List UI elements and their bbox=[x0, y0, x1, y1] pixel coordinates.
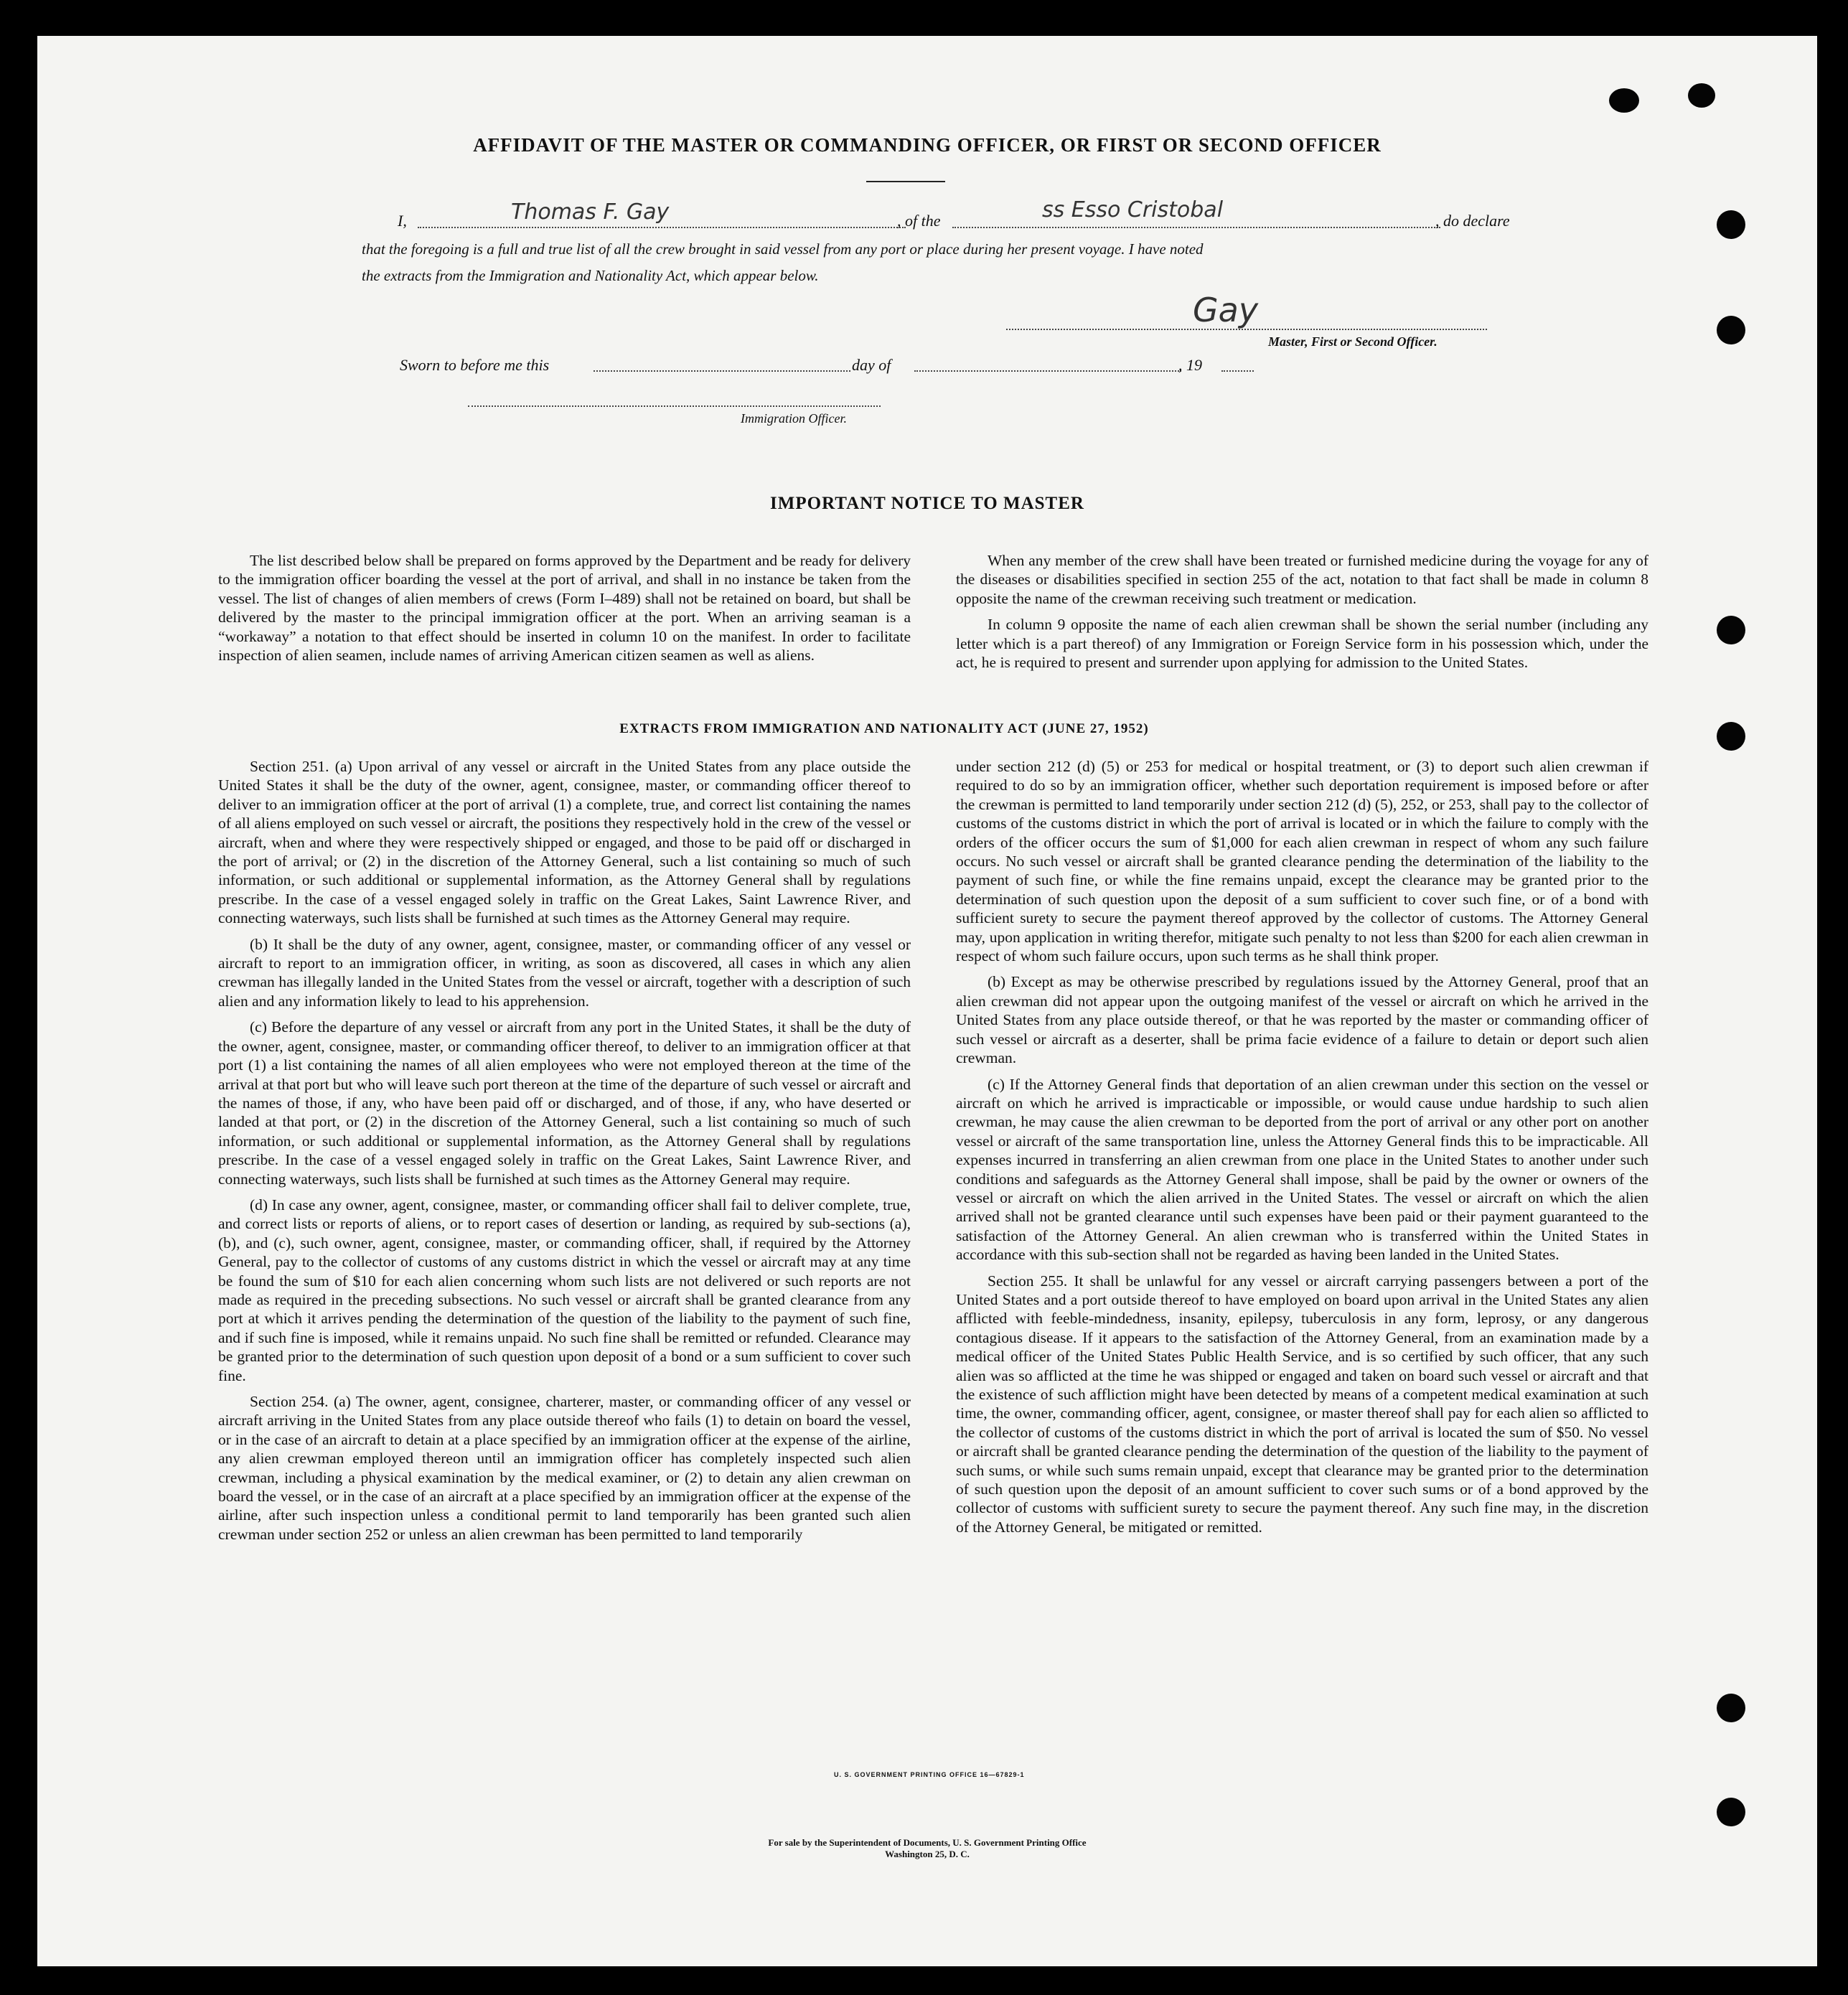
section-251a: Section 251. (a) Upon arrival of any vessel or aircraft in the United States from any place outside the United States it shall be the duty of the owner, agent, consignee, master, or commanding officer thereof to deliver to an immigration officer at the port of arrival (1) a complete, true, and correct list containing the names of all aliens employed on such vessel or aircraft, the positions they respectively hold in the crew of the vessel or aircraft, when and where they were respectively shipped or engaged, and those to be paid off or discharged in the port of arrival; or (2) in the discretion of the Attorney General, such a list containing so much of such information, or such additional or supplemental information, as the Attorney General shall by regulations prescribe. In the case of a vessel engaged solely in traffic on the Great Lakes, Saint Lawrence River, and connecting waterways, such lists shall be furnished at such times as the Attorney General may require. bbox=[218, 758, 911, 927]
notice-right bbox=[956, 551, 1648, 679]
section-254a-cont: under section 212 (d) (5) or 253 for medical or hospital treatment, or (3) to deport such alien crewman if required to do so by an immigration officer, whether such deportation requirement is imposed before or after the crewman is permitted to land temporarily under section 212 (d) (5), 252, or 253, shall pay to the collector of customs of the customs district in which the port of arrival is located or in which the failure to comply with the orders of the officer occurs the sum of $1,000 for each alien crewman in respect of whom any such failure occurs. No such vessel or aircraft shall be granted clearance pending the determination of the liability to the payment of such fine, or while the fine remains unpaid, except the clearance may be granted prior to the determination of such question upon the deposit of a sum sufficient to cover such fine, or of a bond with sufficient surety to secure the payment thereof approved by the collector of customs. The Attorney General may, upon application in writing therefor, mitigate such penalty to not less than $200 for each alien crewman in respect of whom such failure occurs, upon such terms as he shall think proper. bbox=[956, 758, 1648, 965]
affidavit-body-line2: the extracts from the Immigration and Nationality Act, which appear below. bbox=[362, 267, 819, 284]
footer-sale bbox=[37, 1837, 1817, 1860]
notice-title: IMPORTANT NOTICE TO MASTER bbox=[770, 494, 1084, 513]
signature-handwritten: Gay bbox=[1193, 291, 1259, 329]
gpo-imprint: U. S. GOVERNMENT PRINTING OFFICE 16—67829-1 bbox=[834, 1771, 1025, 1778]
extracts-title: EXTRACTS FROM IMMIGRATION AND NATIONALITY ACT (JUNE 27, 1952) bbox=[619, 721, 1149, 736]
sale-line2: Washington 25, D. C. bbox=[885, 1849, 970, 1859]
punch-hole bbox=[1717, 316, 1745, 344]
signature-caption: Master, First or Second Officer. bbox=[1268, 334, 1437, 349]
punch-hole bbox=[1688, 83, 1715, 108]
section-251c: (c) Before the departure of any vessel or aircraft from any port in the United States, it shall be the duty of the owner, agent, consignee, master, or commanding officer thereof, to deliver to an immigration officer at that port (1) a list containing the names of all alien employees who were not employed thereon at the time of the arrival at that port but who will leave such port thereon at the time of the departure of such vessel or aircraft and the names of those, if any, who have been paid off or discharged, and of those, if any, who have deserted or landed at that port, or (2) in the discretion of the Attorney General, such a list containing so much of such information, or such additional or supplemental information, as the Attorney General shall by regulations prescribe. In the case of a vessel engaged solely in traffic on the Great Lakes, Saint Lawrence River, and connecting waterways, such lists shall be furnished at such times as the Attorney General may require. bbox=[218, 1018, 911, 1188]
punch-hole bbox=[1717, 1694, 1745, 1722]
document-page bbox=[37, 36, 1817, 1966]
punch-hole bbox=[1717, 1798, 1745, 1826]
notice-left-text: The list described below shall be prepared on forms approved by the Department and be ready for delivery to the immigration officer boarding the vessel at the port of arrival, and shall in no instance be taken from the vessel. The list of changes of alien members of crews (Form I–489) shall not be retained on board, but shall be delivered by the master to the principal immigration officer at the port. When an arriving seaman is a “workaway” a notation to that effect should be inserted in column 10 on the manifest. In order to facilitate inspection of alien seamen, include names of arriving American citizen seamen as well as aliens. bbox=[218, 552, 911, 665]
i-label: I, bbox=[398, 212, 407, 230]
punch-hole bbox=[1717, 210, 1745, 239]
year-label: , 19 bbox=[1178, 356, 1202, 374]
sale-line1: For sale by the Superintendent of Documents, U. S. Government Printing Office bbox=[768, 1837, 1087, 1848]
extracts-left-column bbox=[218, 757, 911, 1551]
sworn-label: Sworn to before me this bbox=[400, 356, 550, 374]
notice-right-p2: In column 9 opposite the name of each alien crewman shall be shown the serial number (including any letter which is a part thereof) of any Immigration or Foreign Service form in his possession which, under the act, he is required to present and surrender upon applying for admission to the United States. bbox=[956, 616, 1648, 672]
day-of-label: day of bbox=[852, 356, 891, 374]
name-handwritten: Thomas F. Gay bbox=[511, 200, 670, 225]
notice-right-p1: When any member of the crew shall have been treated or furnished medicine during the voyage for any of the diseases or disabilities specified in section 255 of the act, notation to that fact shall be made in column 8 opposite the name of the crewman receiving such treatment or medication. bbox=[956, 552, 1648, 607]
affidavit-body-line1: that the foregoing is a full and true list of all the crew brought in said vessel from any port or place during her present voyage. I have noted bbox=[362, 240, 1204, 258]
affidavit-title: AFFIDAVIT OF THE MASTER OR COMMANDING OFFICER, OR FIRST OR SECOND OFFICER bbox=[473, 134, 1382, 156]
section-251b: (b) It shall be the duty of any owner, agent, consignee, master, or commanding officer of any vessel or aircraft to report to an immigration officer, in writing, as soon as discovered, all cases in which any alien crewman has illegally landed in the United States from the vessel or aircraft, together with a description of such alien and any information likely to lead to his apprehension. bbox=[218, 935, 911, 1010]
of-the-label: , of the bbox=[897, 212, 941, 230]
sworn-day-line bbox=[594, 352, 850, 372]
sworn-year-line bbox=[1221, 352, 1254, 372]
punch-hole bbox=[1609, 88, 1639, 113]
sworn-month-line bbox=[914, 352, 1181, 372]
section-254c: (c) If the Attorney General finds that deportation of an alien crewman under this section on the vessel or aircraft on which he arrived is impracticable or impossible, or would cause undue hardship to such alien crewman, he may cause the alien crewman to be deported from the port of arrival or any other port on another vessel or aircraft of the same transportation line, unless the Attorney General finds this to be impracticable. All expenses incurred in transferring an alien crewman from one place in the United States to another under such conditions and safeguards as the Attorney General shall impose, shall be paid by the owner or owners of the vessel or aircraft on which the alien arrived in the United States. The vessel or aircraft on which the alien arrived shall not be granted clearance until such expenses have been paid or their payment guaranteed to the satisfaction of the Attorney General. An alien crewman who is transferred within the United States in accordance with this sub-section shall not be regarded as having been landed in the United States. bbox=[956, 1075, 1648, 1264]
notice-left bbox=[218, 551, 911, 672]
section-254b: (b) Except as may be otherwise prescribed by regulations issued by the Attorney General, proof that an alien crewman did not appear upon the outgoing manifest of the vessel or aircraft on which he arrived in the United States from any place outside thereof, or that he was reported by the master or commanding officer of such vessel or aircraft as a deserter, shall be prima facie evidence of a failure to detain or deport such alien crewman. bbox=[956, 973, 1648, 1067]
extracts-right-column bbox=[956, 757, 1648, 1544]
vessel-handwritten: ss Esso Cristobal bbox=[1042, 197, 1224, 222]
section-255: Section 255. It shall be unlawful for any vessel or aircraft carrying passengers between a port of the United States and a port outside thereof to have employed on board upon arrival in the United States any alien afflicted with feeble-mindedness, insanity, epilepsy, tuberculosis in any form, leprosy, or any dangerous contagious disease. If it appears to the satisfaction of the Attorney General, from an examination made by a medical officer of the United States Public Health Service, and is so certified by such officer, that any such alien was so afflicted at the time he was shipped or engaged and taken on board such vessel or aircraft and that the existence of such affliction might have been detected by means of a competent medical examination at such time, the owner, commanding officer, agent, consignee, or master thereof shall pay for each alien so afflicted to the collector of customs of the customs district in which the port of arrival is located the sum of $50. No vessel or aircraft shall be granted clearance pending the determination of the question of the liability to the payment of such sums, or while such sums remain unpaid, except that clearance may be granted prior to the determination of such question upon the deposit of an amount sufficient to cover such sums or of a bond approved by the collector of customs with sufficient surety to secure the payment thereof. Any such fine may, in the discretion of the Attorney General, be mitigated or remitted. bbox=[956, 1272, 1648, 1536]
do-declare-label: , do declare bbox=[1435, 212, 1510, 230]
section-254a: Section 254. (a) The owner, agent, consignee, charterer, master, or commanding officer of any vessel or aircraft arriving in the United States from any place outside thereof who fails (1) to detain on board the vessel, or in the case of an aircraft to detain at a place specified by an immigration officer at the expense of the airline, any alien crewman employed thereon until an immigration officer has completely inspected such alien crewman, including a physical examination by the medical examiner, or (2) to detain any alien crewman on board the vessel, or in the case of an aircraft at a place specified by an immigration officer at the expense of the airline, after such inspection unless a conditional permit to land temporarily has been granted such alien crewman under section 252 or unless an alien crewman has been permitted to land temporarily bbox=[218, 1393, 911, 1543]
signature-line bbox=[1006, 329, 1487, 330]
punch-hole bbox=[1717, 616, 1745, 644]
immigration-officer-caption: Immigration Officer. bbox=[741, 411, 847, 426]
section-251d: (d) In case any owner, agent, consignee, master, or commanding officer shall fail to deliver complete, true, and correct lists or reports of aliens, or to report cases of desertion or landing, as required by sub-sections (a), (b), and (c), such owner, agent, consignee, master, or commanding officer, shall, if required by the Attorney General, pay to the collector of customs of any customs district in which the vessel or aircraft may at any time be found the sum of $10 for each alien concerning whom such lists are not delivered or such reports are not made as required in the preceding subsections. No such vessel or aircraft shall be granted clearance from any port at which it arrives pending the determination of the question of the liability to the payment of such fine, and if such fine is imposed, while it remains unpaid. No such fine shall be remitted or refunded. Clearance may be granted prior to the determination of such question upon deposit of a bond or a sum sufficient to cover such fine. bbox=[218, 1196, 911, 1384]
title-rule bbox=[866, 181, 945, 182]
immigration-officer-line bbox=[468, 405, 881, 407]
